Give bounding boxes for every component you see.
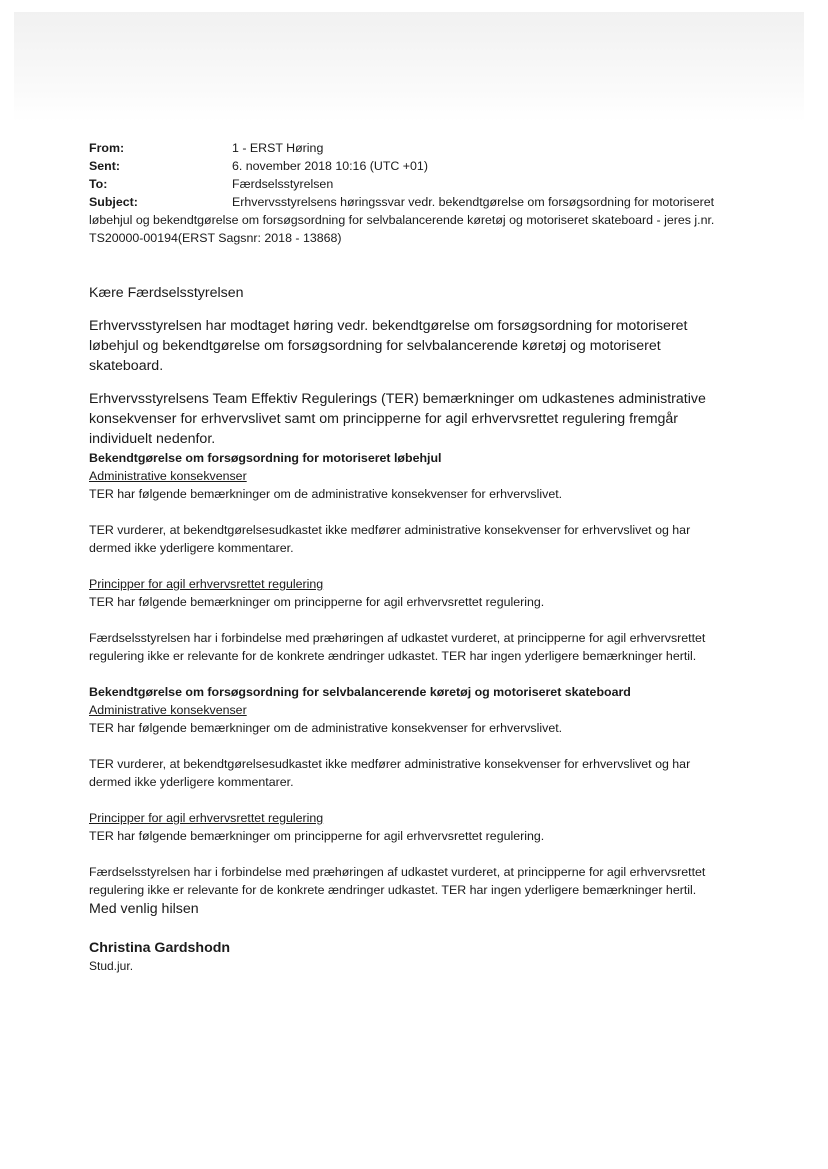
subject-value: Erhvervsstyrelsens høringssvar vedr. bekendtgørelse om forsøgsordning for motoriseret løbehjul og bekendtgørelse om forsøgsordning for selvbalancerende køretøj og motoriseret skateboard - jeres j.nr. TS20000-00194(ERST Sagsnr: 2018 - 13868) bbox=[89, 195, 715, 245]
agile-heading: Principper for agil erhvervsrettet regulering bbox=[89, 811, 324, 825]
from-value: 1 - ERST Høring bbox=[232, 141, 324, 155]
to-row bbox=[89, 175, 729, 193]
ter-intro-paragraph: Erhvervsstyrelsens Team Effektiv Regulerings (TER) bemærkninger om udkastenes administrative konsekvenser for erhvervslivet samt om principperne for agil erhvervsrettet regulering fremgår individuelt nedenfor. bbox=[89, 391, 706, 447]
agile-paragraph: TER har følgende bemærkninger om principperne for agil erhvervsrettet regulering. bbox=[89, 829, 545, 843]
agile-paragraph: Færdselsstyrelsen har i forbindelse med præhøringen af udkastet vurderet, at principperne for agil erhvervsrettet regulering ikke er relevante for de konkrete ændringer udkastet. TER har ingen yderligere bemærkninger hertil. bbox=[89, 865, 706, 897]
sent-row bbox=[89, 157, 729, 175]
intro-paragraph: Erhvervsstyrelsen har modtaget høring vedr. bekendtgørelse om forsøgsordning for motoriseret løbehjul og bekendtgørelse om forsøgsordning for selvbalancerende køretøj og motoriseret skateboard. bbox=[89, 318, 688, 374]
from-row bbox=[89, 139, 729, 157]
section-title-loebehjul: Bekendtgørelse om forsøgsordning for motoriseret løbehjul bbox=[89, 451, 442, 465]
section-title-skateboard: Bekendtgørelse om forsøgsordning for selvbalancerende køretøj og motoriseret skateboard bbox=[89, 685, 631, 699]
closing: Med venlig hilsen bbox=[89, 901, 199, 917]
email-content bbox=[89, 139, 729, 975]
sent-value: 6. november 2018 10:16 (UTC +01) bbox=[232, 159, 428, 173]
greeting: Kære Færdselsstyrelsen bbox=[89, 285, 244, 301]
signature-name: Christina Gardshodn bbox=[89, 940, 231, 956]
subject-row bbox=[89, 193, 729, 247]
signature-title: Stud.jur. bbox=[89, 959, 134, 973]
agile-paragraph: Færdselsstyrelsen har i forbindelse med præhøringen af udkastet vurderet, at principperne for agil erhvervsrettet regulering ikke er relevante for de konkrete ændringer udkastet. TER har ingen yderligere bemærkninger hertil. bbox=[89, 631, 706, 663]
admin-paragraph: TER har følgende bemærkninger om de administrative konsekvenser for erhvervslivet. bbox=[89, 487, 563, 501]
subject-label: Subject: bbox=[89, 195, 138, 209]
agile-heading: Principper for agil erhvervsrettet regulering bbox=[89, 577, 324, 591]
admin-paragraph: TER vurderer, at bekendtgørelsesudkastet ikke medfører administrative konsekvenser for erhvervslivet og har dermed ikke yderligere kommentarer. bbox=[89, 523, 691, 555]
agile-paragraph: TER har følgende bemærkninger om principperne for agil erhvervsrettet regulering. bbox=[89, 595, 545, 609]
to-label: To: bbox=[89, 177, 108, 191]
admin-paragraph: TER vurderer, at bekendtgørelsesudkastet ikke medfører administrative konsekvenser for erhvervslivet og har dermed ikke yderligere kommentarer. bbox=[89, 757, 691, 789]
scan-shade bbox=[14, 12, 804, 122]
sent-label: Sent: bbox=[89, 159, 120, 173]
to-value: Færdselsstyrelsen bbox=[232, 177, 334, 191]
from-label: From: bbox=[89, 141, 125, 155]
admin-heading: Administrative konsekvenser bbox=[89, 703, 247, 717]
admin-heading: Administrative konsekvenser bbox=[89, 469, 247, 483]
admin-paragraph: TER har følgende bemærkninger om de administrative konsekvenser for erhvervslivet. bbox=[89, 721, 563, 735]
